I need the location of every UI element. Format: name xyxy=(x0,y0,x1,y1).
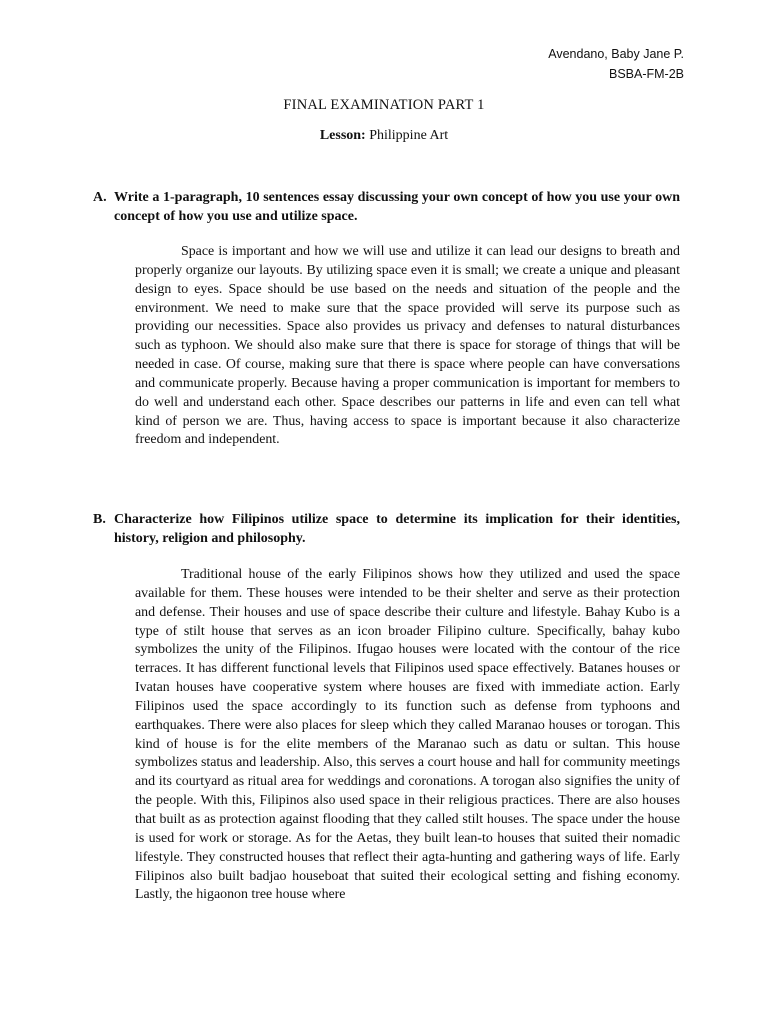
lesson-line xyxy=(0,128,768,144)
author-block xyxy=(548,44,684,84)
question-b-letter: B. xyxy=(93,512,106,527)
course-section: BSBA-FM-2B xyxy=(608,67,684,81)
question-b-text: Characterize how Filipinos utilize space to determine its implication for their identities, history, religion and philosophy. xyxy=(114,512,680,546)
answer-a-paragraph: Space is important and how we will use and utilize it can lead our designs to breath and properly organize our layouts. By utilizing space even it is small; we create a unique and pleasant design to eyes. Space should be use based on the needs and situation of the people and the environment. We need to make sure that the space provided will serve its purpose such as providing our necessities. Space also provides us privacy and defenses to natural disturbances such as typhoon. We should also make sure that there is space for storage of things that will be needed in case. Of course, making sure that there is space where people can have conversations and communicate properly. Because having a proper communication is important for members to do well and understand each other. Space describes our patterns in life and even can tell what kind of person we are. Thus, having access to space is important because it also characterize freedom and independent. xyxy=(135,244,680,448)
lesson-value: Philippine Art xyxy=(369,128,449,143)
question-b xyxy=(93,510,680,548)
answer-b-paragraph: Traditional house of the early Filipinos shows how they utilized and used the space available for them. These houses were intended to be their shelter and serve as their protection and defense. Their houses and use of space describe their culture and lifestyle. Bahay Kubo is a type of stilt house that serves as an icon broader Filipino culture. Specifically, bahay kubo symbolizes the unity of the Filipinos. Ifugao houses were located with the contour of the rice terraces. It has different functional levels that Filipinos used space effectively. Batanes houses or Ivatan houses have cooperative system where houses are fixed with immediate action. Early Filipinos used the space accordingly to its function such as defense from typhoons and earthquakes. There were also places for sleep which they called Maranao houses or torogan. This kind of house is for the elite members of the Maranao such as datu or sultan. This house symbolizes status and leadership. Also, this serves a court house and hall for community meetings and its courtyard as ritual area for weddings and coronations. A torogan also signifies the unity of the people. With this, Filipinos also used space in their religious practices. There are also houses that built as as protection against flooding that they called stilt houses. The space under the house is used for work or storage. As for the Aetas, they built lean-to houses that suited their nomadic lifestyle. They constructed houses that reflect their agta-hunting and gathering ways of life. Early Filipinos also built badjao houseboat that suited their ecological setting and fishing economy. Lastly, the higaonon tree house where xyxy=(135,567,680,903)
question-a xyxy=(93,188,680,226)
question-a-letter: A. xyxy=(93,190,107,205)
document-title: FINAL EXAMINATION PART 1 xyxy=(283,97,485,113)
question-a-text: Write a 1-paragraph, 10 sentences essay discussing your own concept of how you use your own concept of how you use and utilize space. xyxy=(114,190,680,224)
author-name: Avendano, Baby Jane P. xyxy=(548,47,684,61)
lesson-label: Lesson: xyxy=(319,128,366,143)
